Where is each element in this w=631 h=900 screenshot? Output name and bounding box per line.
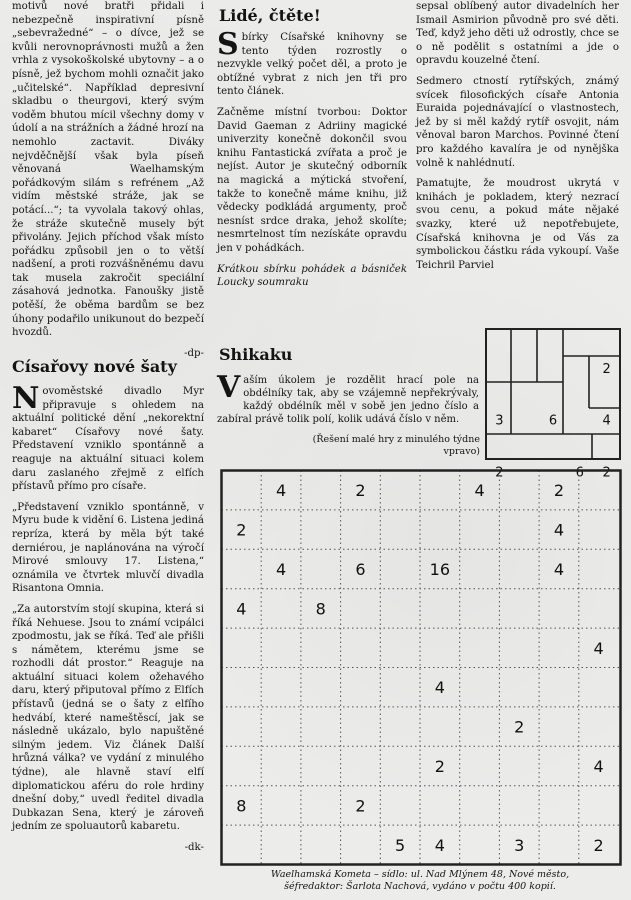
dropcap-letter: S [217,27,239,62]
article-paragraph: Pamatujte, že moudrost ukrytá v knihách je pokladem, který nezrací svou cenu, a pokud máte nějaké svazky, které už nepotřebujete, Císařská knihovna je od Vás za symbolickou částku ráda vykoupí. Vaše Teichril Parviel [416,178,619,271]
puzzle-clue: 2 [236,520,247,540]
solution-clue: 6 [548,413,558,429]
article-paragraph: Sedmero ctností rytířských, známý svícek filosofických císaře Antonia Euraida pojednávající o vlastnostech, jež by si měl každý rytíř osvojit, nám věnoval baron Marchos. Povinné čtení pro každého kavalíra je od nynějška volně k nahlédnutí. [416,75,619,169]
article-signature: -dk- [184,842,204,853]
puzzle-clue: 2 [355,796,366,816]
newspaper-footer [220,869,620,893]
shikaku-puzzle-grid[interactable] [220,469,623,869]
article-paragraph: „Za autorstvím stojí skupina, která si říká Nehuese. Jsou to známí vcipálci zpodmostu, jak se říká. Teď ale přišli s námětem, kterému jsme se rozhodli dát prostor.“ Reaguje na aktuální situaci kolem ožehavého daru, který připutoval přímo z Elfích přístavů (jedná se o šaty z elfího hedvábí, které nameštěscí, jak se následně ukázalo, bylo napuštěné silným jedem. Viz článek Další hrůzná válka? ve vydání z minulého týdne), ale hlavně staví elfí diplomatickou aféru do role hrdiny dnešní doby,“ uvedl ředitel divadla Dubkazan Sena, který je zároveň jedním ze spoluautorů kabaretu. [12,603,204,833]
puzzle-note: (Řešení malé hry z minulého týdne vpravo) [312,434,480,457]
footer-line-1: Waelhamská Kometa – sídlo: ul. Nad Mlýnem 48, Nové město, [270,869,570,880]
article-paragraph: Začněme místní tvorbou: Doktor David Gaeman z Adriiny magické univerzity konečně dokončil svou knihu Fantastická zvířata a proč je nejíst. Autor je skutečný odborník na magická a mýtická stvoření, takže to konečně máme knihu, již vědecky podkládá argumenty, proč nesníst srdce draka, jehož skolíte; nesmrtelnost tím nezískáte opravdu jen v pohádkách. [217,106,407,254]
solution-clue: 4 [602,413,611,429]
puzzle-clue: 8 [236,796,247,816]
article-lide-continued [416,0,619,279]
solution-clue: 6 [575,465,584,481]
article-paragraph: Krátkou sbírku pohádek a básniček Loucky soumraku [217,263,407,289]
puzzle-clue: 8 [315,599,326,619]
puzzle-clue: 4 [593,757,604,776]
footer-line-2: šéfredaktor: Šarlota Nachová, vydáno v počtu 400 kopií. [284,881,556,892]
puzzle-clue: 2 [355,481,366,501]
puzzle-clue: 16 [429,560,451,579]
puzzle-clue: 5 [395,835,406,855]
puzzle-clue: 4 [593,638,604,658]
puzzle-clue: 2 [553,481,565,501]
puzzle-clue: 4 [275,560,287,579]
dropcap-letter: N [12,381,40,416]
article-paragraph: Novoměstské divadlo Myr připravuje s ohledem na aktuální politické dění „nekorektní kabaret“ Císařovy nové šaty. Představení vzniklo spontánně a reaguje na aktuální situaci kolem daru zaslaného zřejmě z elfích přístavů přímo pro císaře. [12,381,204,493]
small-solution-grid [485,328,625,481]
article-heading-cisarovy: Císařovy nové šaty [12,357,177,376]
puzzle-clue: 2 [434,757,445,776]
article-paragraph: Sbírky Císařské knihovny se tento týden rozrostly o nezvykle velký počet děl, a proto je obtížné vybrat z nich jen tři pro tento článek. [217,27,407,98]
solution-clue: 2 [602,465,611,481]
article-paragraph: sepsal oblíbený autor divadelních her Ismail Asmirion původně pro své děti. Teď, když jeho děti už odrostly, chce se o ně podělit s ostatními a jde o opravdu kouzelné čtení. [416,1,619,67]
puzzle-clue: 4 [553,520,565,540]
article-lide [217,27,407,297]
puzzle-clue: 4 [236,599,247,619]
puzzle-clue: 4 [553,560,565,579]
puzzle-clue: 2 [593,835,604,855]
article-heading-lide: Lidé, čtěte! [219,6,321,25]
article-paragraph: „Představení vzniklo spontánně, v Myru bude k vidění 6. Listena jediná repríza, která by měla být také derniérou, je naplánována na výročí Mirové smlouvy 17. Listena,“ oznámila ve čtvrtek mluvčí divadla Risantona Omnia. [12,501,204,595]
puzzle-clue: 4 [275,481,287,501]
article-continued-text: motivů nové bratři přidali i nebezpečně inspirativní písně „sebevražedné“ – o dívce, jež se kvůli nerovnoprávnosti mužů a žen vrhla z vysokoškolské ubytovny – a o písně, jež bychom mohli označit jako „učitelské“. Například depresivní skladbu o theurgovi, který svým voděm bhutou mícil všechny domy v údolí a na strážních a žádné hrozí na nemohlo zactavit. Diváky nejvděčnější však byla píseň věnovaná Waelhamským pořádkovým silám s refrénem „Až vidím městské stráže, jak se potácí...“; ta vyvolala takový ohlas, že stráže skutečně musely být přivolány. Jejich příchod však místo pořádku způsobil jen o to větší nadšení, a proti rozvášněnému davu tak musela zakročit speciální zásahová jednotka. Fanoušky jistě potěší, že oběma bardům se bez úhony podařilo unikunout do bezpečí hvozdů. [12,1,204,339]
puzzle-clue: 2 [514,717,525,737]
solution-clue: 2 [495,465,504,481]
dropcap-letter: V [217,370,241,405]
puzzle-clue: 4 [434,835,445,855]
puzzle-clue: 4 [474,481,485,501]
puzzle-clue: 3 [514,835,525,855]
puzzle-heading: Shikaku [219,345,293,364]
puzzle-instructions: Vaším úkolem je rozdělit hrací pole na obdélníky tak, aby se vzájemně nepřekrývaly, každý obdélník měl v sobě jen jedno číslo a zabíral právě tolik polí, kolik udává číslo v něm. [217,370,479,425]
puzzle-clue: 4 [434,678,445,698]
article-cisarovy [12,381,204,861]
solution-clue: 2 [602,361,611,377]
solution-clue: 3 [495,413,504,429]
column-1-top [12,0,204,366]
article-signature: -dp- [184,347,204,359]
puzzle-clue: 6 [355,560,366,579]
